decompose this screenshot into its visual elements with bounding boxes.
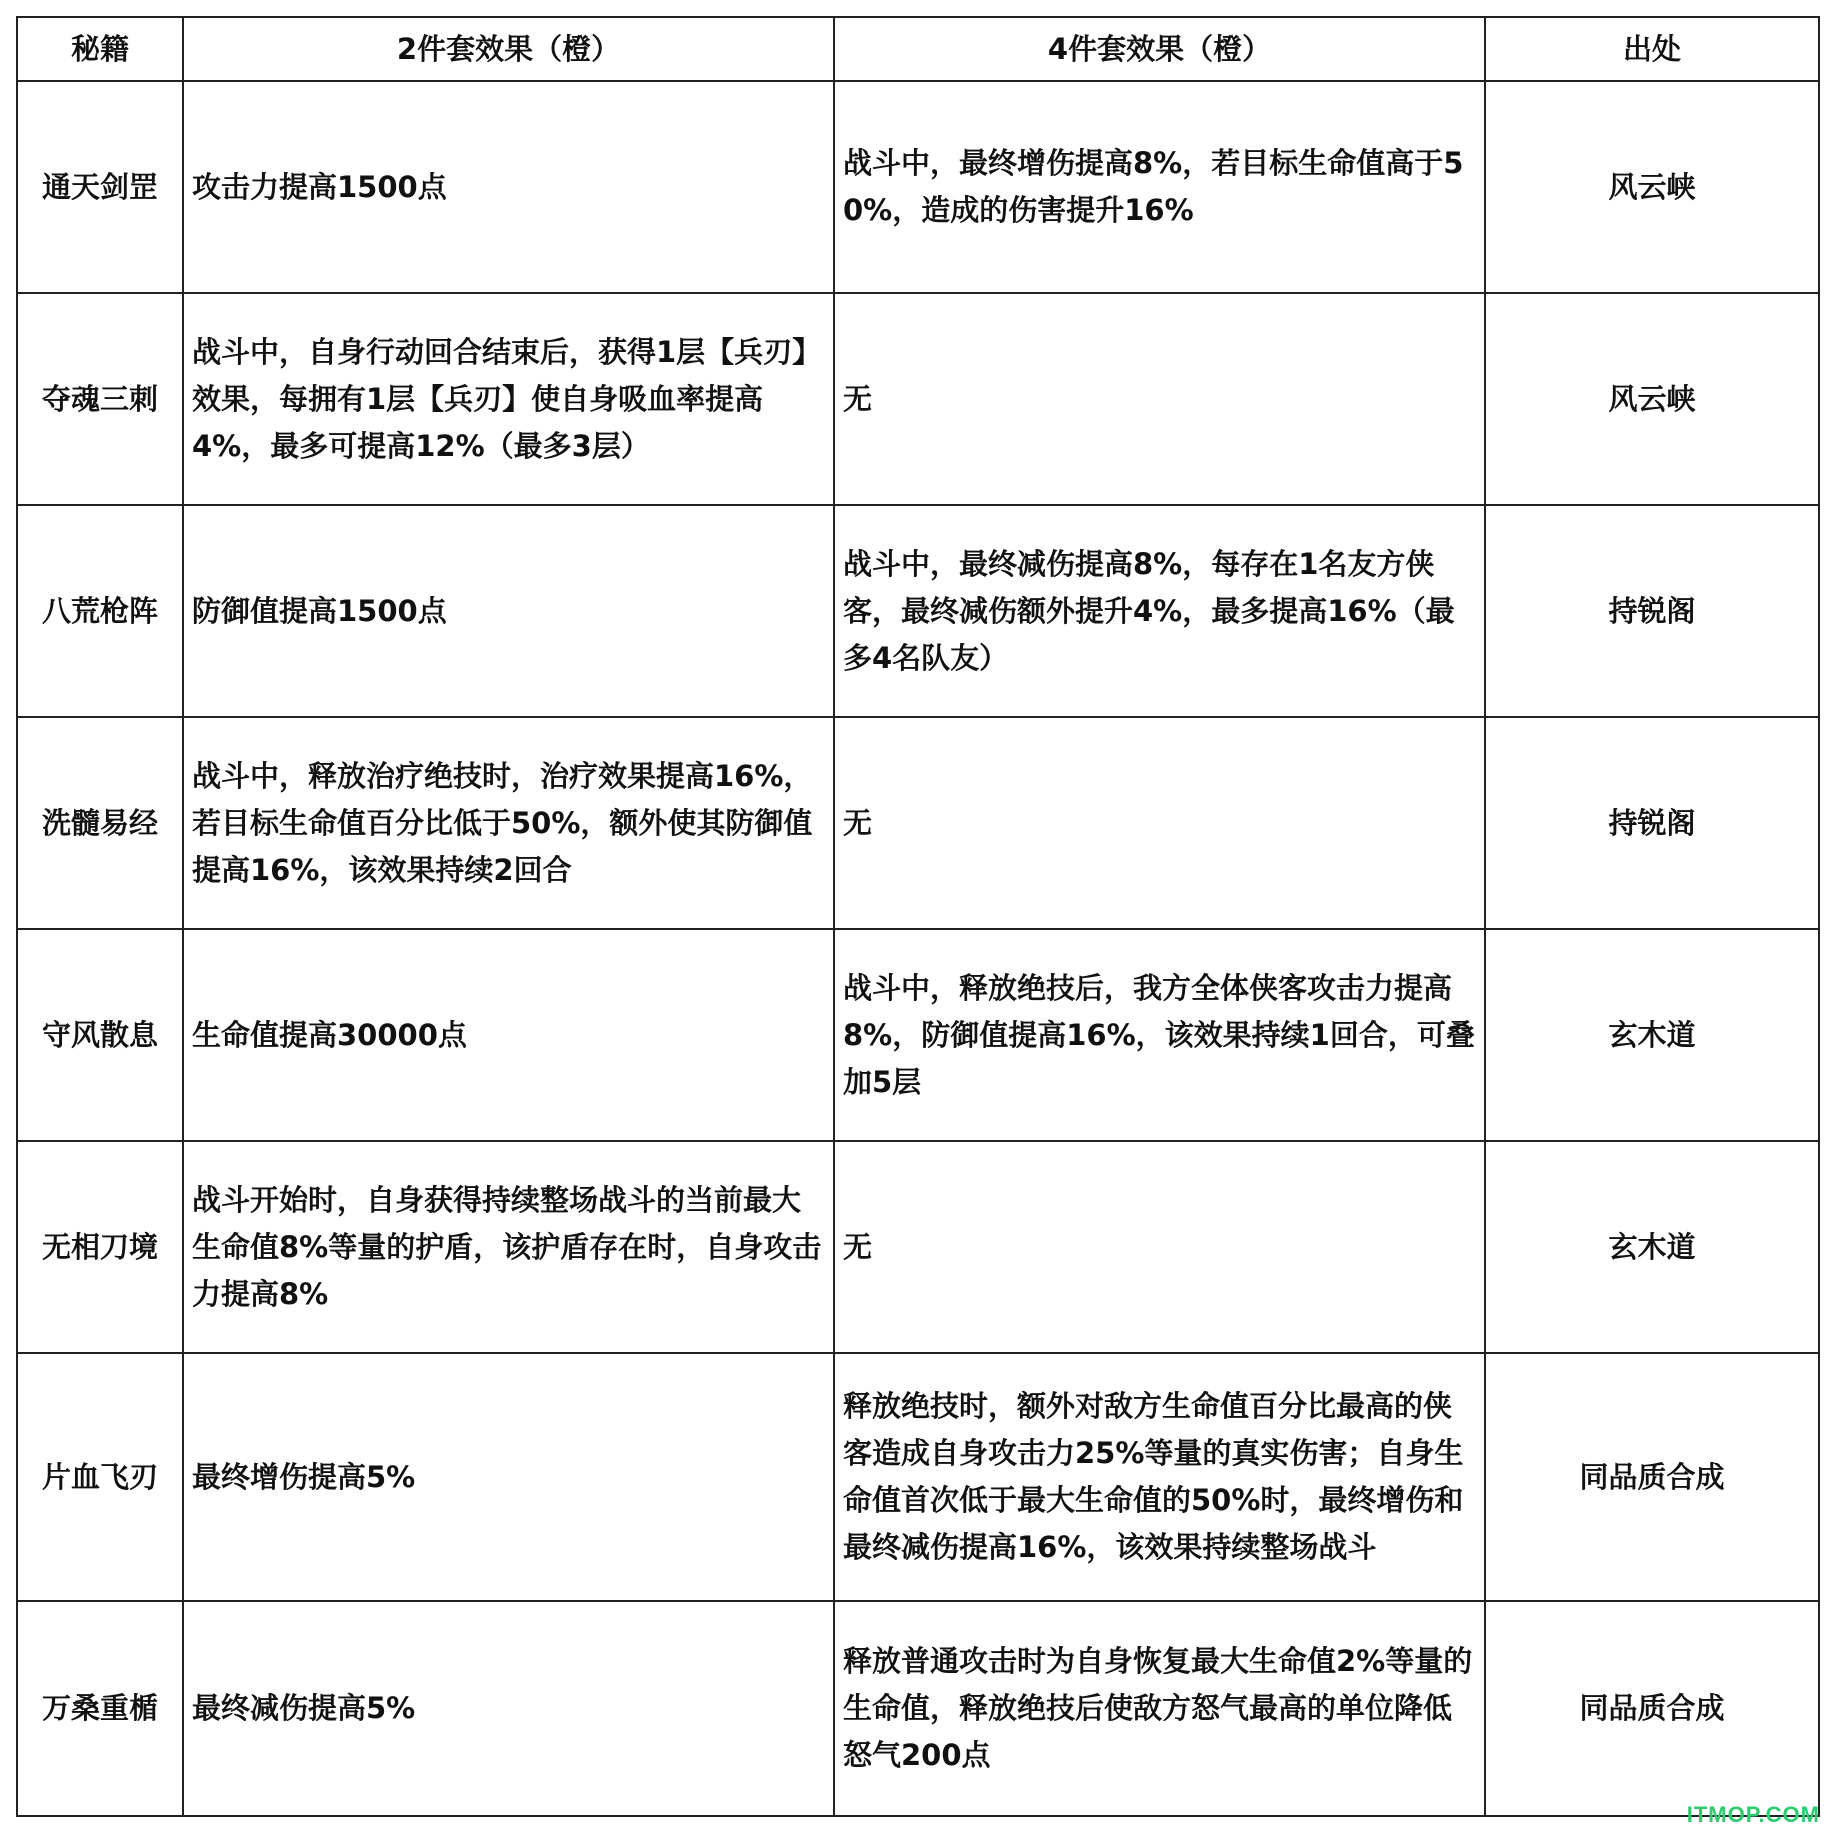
cell-source: 风云峡 [1485, 81, 1819, 293]
cell-four-piece: 战斗中，最终增伤提高8%，若目标生命值高于50%，造成的伤害提升16% [834, 81, 1485, 293]
cell-name: 夺魂三刺 [17, 293, 183, 505]
table-row [17, 293, 1819, 505]
table-row [17, 929, 1819, 1141]
table-row [17, 717, 1819, 929]
header-two-piece: 2件套效果（橙） [183, 17, 834, 81]
set-effects-table [16, 16, 1820, 1817]
header-row [17, 17, 1819, 81]
cell-two-piece: 最终减伤提高5% [183, 1601, 834, 1816]
table-row [17, 505, 1819, 717]
watermark: ITMOP.COM [1686, 1802, 1820, 1827]
cell-name: 守风散息 [17, 929, 183, 1141]
header-four-piece: 4件套效果（橙） [834, 17, 1485, 81]
table-row [17, 81, 1819, 293]
cell-four-piece: 无 [834, 1141, 1485, 1353]
cell-source: 风云峡 [1485, 293, 1819, 505]
cell-name: 洗髓易经 [17, 717, 183, 929]
cell-four-piece: 释放绝技时，额外对敌方生命值百分比最高的侠客造成自身攻击力25%等量的真实伤害；自身生命值首次低于最大生命值的50%时，最终增伤和最终减伤提高16%，该效果持续整场战斗 [834, 1353, 1485, 1601]
cell-two-piece: 防御值提高1500点 [183, 505, 834, 717]
cell-source: 持锐阁 [1485, 505, 1819, 717]
cell-four-piece: 释放普通攻击时为自身恢复最大生命值2%等量的生命值，释放绝技后使敌方怒气最高的单位降低怒气200点 [834, 1601, 1485, 1816]
table-row [17, 1601, 1819, 1816]
cell-two-piece: 攻击力提高1500点 [183, 81, 834, 293]
cell-two-piece: 战斗中，自身行动回合结束后，获得1层【兵刃】效果，每拥有1层【兵刃】使自身吸血率提高4%，最多可提高12%（最多3层） [183, 293, 834, 505]
cell-four-piece: 战斗中，最终减伤提高8%，每存在1名友方侠客，最终减伤额外提升4%，最多提高16%（最多4名队友） [834, 505, 1485, 717]
cell-four-piece: 战斗中，释放绝技后，我方全体侠客攻击力提高8%，防御值提高16%，该效果持续1回合，可叠加5层 [834, 929, 1485, 1141]
table-row [17, 1353, 1819, 1601]
cell-name: 万桑重楯 [17, 1601, 183, 1816]
cell-four-piece: 无 [834, 717, 1485, 929]
cell-four-piece: 无 [834, 293, 1485, 505]
cell-source: 玄木道 [1485, 929, 1819, 1141]
cell-two-piece: 生命值提高30000点 [183, 929, 834, 1141]
cell-source: 持锐阁 [1485, 717, 1819, 929]
cell-source: 玄木道 [1485, 1141, 1819, 1353]
cell-name: 无相刀境 [17, 1141, 183, 1353]
cell-two-piece: 战斗开始时，自身获得持续整场战斗的当前最大生命值8%等量的护盾，该护盾存在时，自身攻击力提高8% [183, 1141, 834, 1353]
header-source: 出处 [1485, 17, 1819, 81]
cell-name: 通天剑罡 [17, 81, 183, 293]
table-row [17, 1141, 1819, 1353]
cell-two-piece: 战斗中，释放治疗绝技时，治疗效果提高16%，若目标生命值百分比低于50%，额外使其防御值提高16%，该效果持续2回合 [183, 717, 834, 929]
cell-name: 片血飞刃 [17, 1353, 183, 1601]
cell-source: 同品质合成 [1485, 1353, 1819, 1601]
cell-two-piece: 最终增伤提高5% [183, 1353, 834, 1601]
header-name: 秘籍 [17, 17, 183, 81]
cell-name: 八荒枪阵 [17, 505, 183, 717]
cell-source: 同品质合成 [1485, 1601, 1819, 1816]
